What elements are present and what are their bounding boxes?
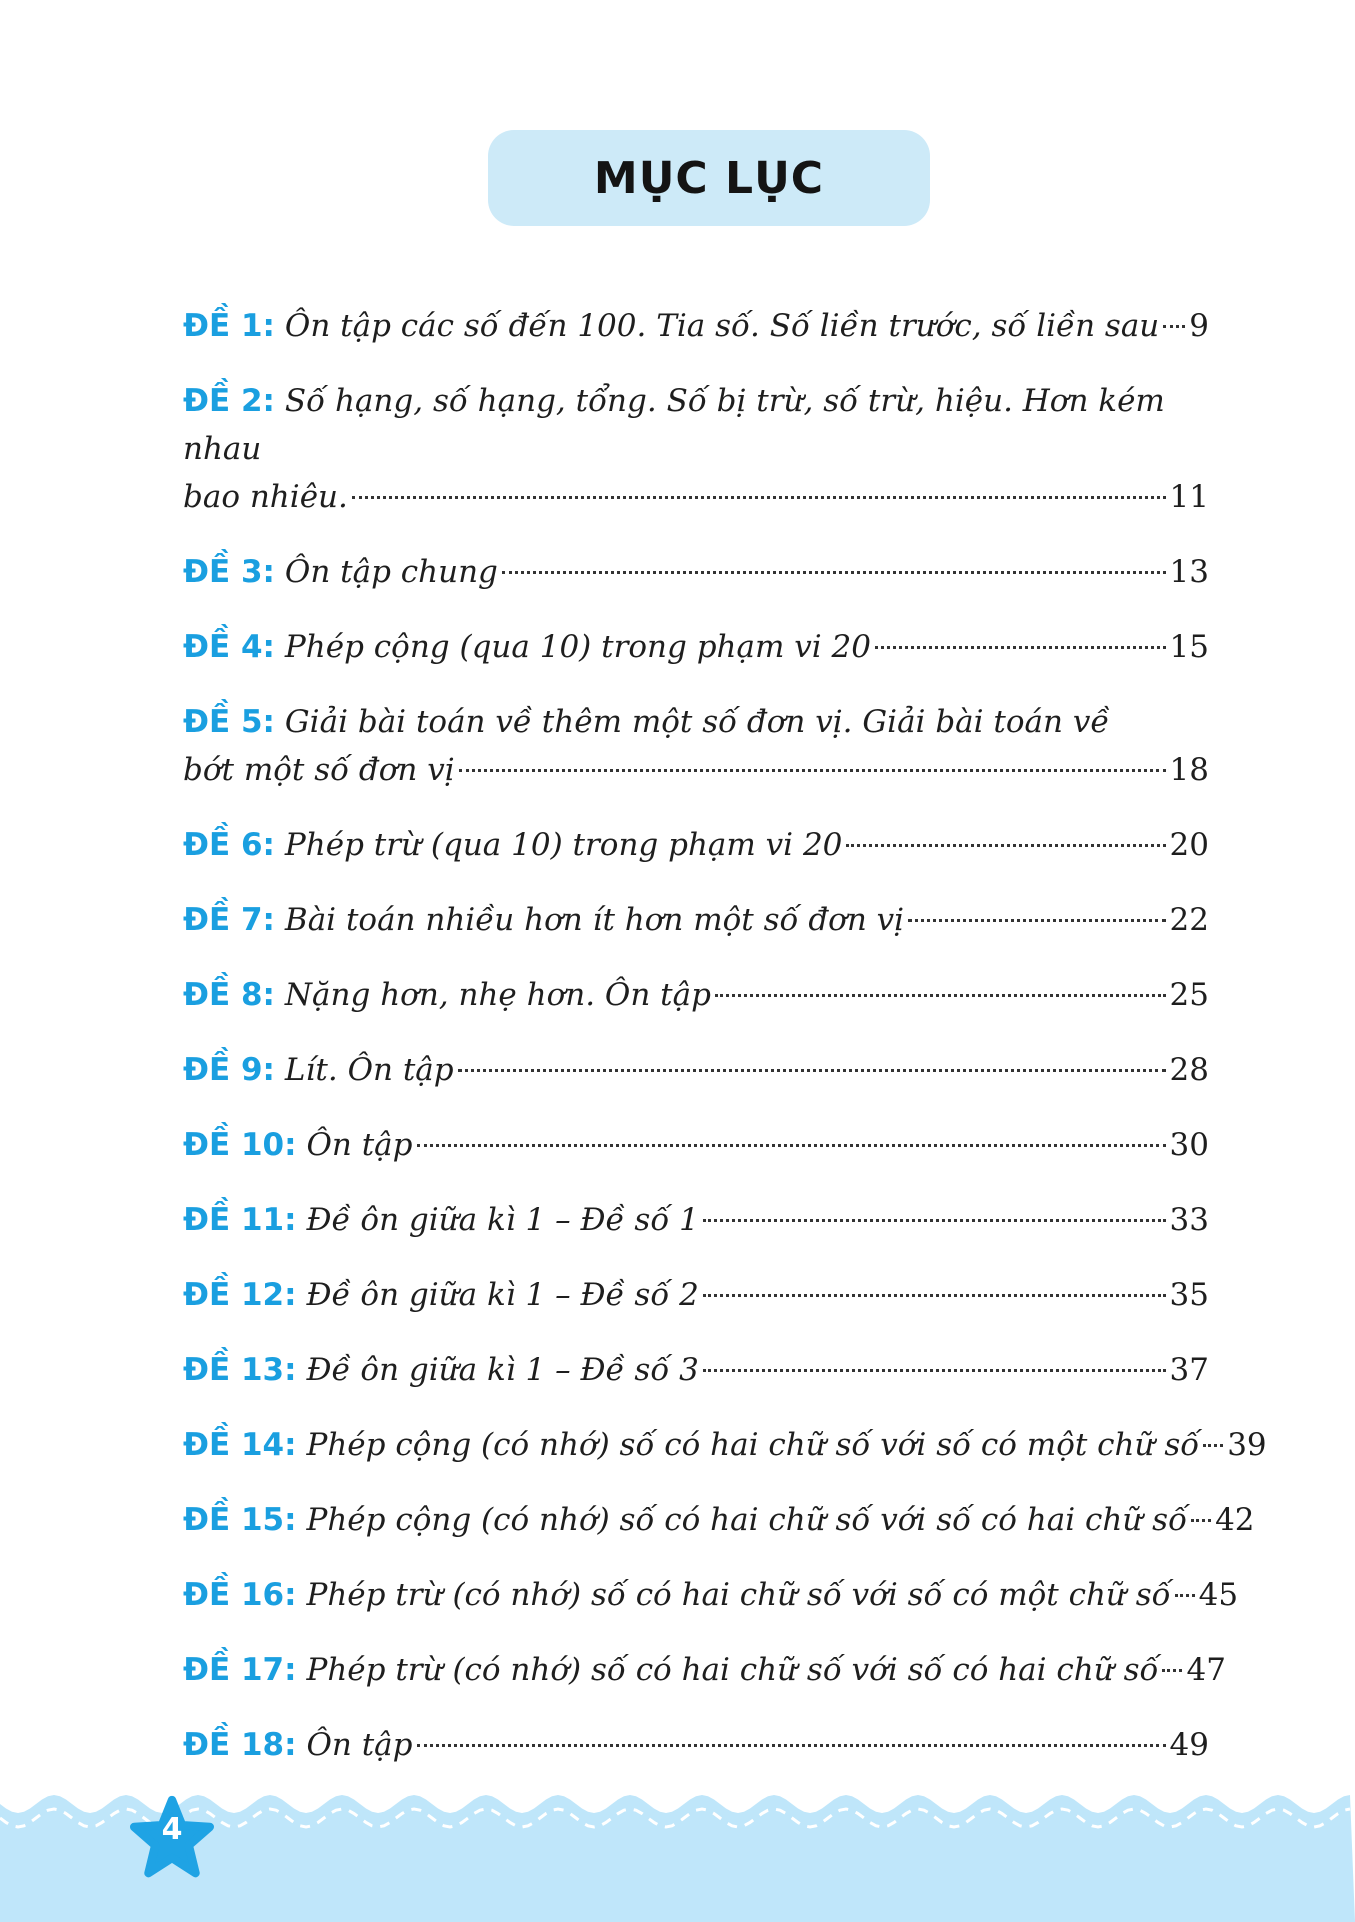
dot-leader	[1163, 325, 1185, 328]
toc-entry-line	[183, 1646, 1226, 1694]
toc-entry-title: Phép trừ (qua 10) trong phạm vi 20	[284, 827, 843, 863]
toc-entry-head	[183, 1121, 413, 1169]
toc-entry-line	[183, 623, 1209, 671]
toc-entry	[183, 1196, 1209, 1244]
toc-entry-line	[183, 473, 1209, 521]
toc-entry-page: 39	[1227, 1427, 1267, 1463]
toc-entry-head	[183, 971, 711, 1019]
toc-entry-page: 20	[1169, 827, 1209, 863]
toc-entry-title: Phép cộng (có nhớ) số có hai chữ số với số có một chữ số	[306, 1427, 1200, 1463]
toc-entry-head	[183, 1646, 1158, 1694]
toc-entry-page: 11	[1169, 479, 1209, 515]
toc-entry	[183, 1496, 1255, 1544]
toc-entry-title: Đề ôn giữa kì 1 – Đề số 3	[306, 1352, 699, 1388]
toc-entry	[183, 377, 1209, 521]
toc-entry-line	[183, 1346, 1209, 1394]
toc-entry-head	[183, 1271, 699, 1319]
toc-entry-line	[183, 1121, 1209, 1169]
table-of-contents	[183, 302, 1267, 1796]
toc-entry-line	[183, 1271, 1209, 1319]
toc-entry	[183, 1346, 1209, 1394]
toc-entry-lead-text: Số hạng, số hạng, tổng. Số bị trừ, số trừ, hiệu. Hơn kém nhau	[183, 383, 1165, 467]
toc-entry-label: ĐỀ 11:	[183, 1202, 297, 1238]
toc-entry-label: ĐỀ 13:	[183, 1352, 297, 1388]
toc-entry-head	[183, 821, 842, 869]
toc-entry-title: Phép trừ (có nhớ) số có hai chữ số với số có hai chữ số	[306, 1652, 1159, 1688]
page-title: MỤC LỤC	[593, 152, 825, 204]
toc-entry-line	[183, 971, 1209, 1019]
toc-entry-title: Bài toán nhiều hơn ít hơn một số đơn vị	[284, 902, 905, 938]
toc-entry-title: Phép trừ (có nhớ) số có hai chữ số với số có một chữ số	[306, 1577, 1171, 1613]
toc-entry-head	[183, 896, 904, 944]
dot-leader	[715, 994, 1166, 997]
toc-entry-line	[183, 1196, 1209, 1244]
dot-leader	[458, 1069, 1166, 1072]
toc-entry-label: ĐỀ 10:	[183, 1127, 297, 1163]
toc-entry-page: 25	[1169, 977, 1209, 1013]
toc-entry-label: ĐỀ 2:	[183, 383, 275, 419]
toc-entry-label: ĐỀ 1:	[183, 308, 275, 344]
toc-entry-page: 47	[1186, 1652, 1226, 1688]
toc-entry	[183, 1271, 1209, 1319]
dot-leader	[703, 1219, 1166, 1222]
toc-entry-page: 13	[1169, 554, 1209, 590]
toc-entry-label: ĐỀ 14:	[183, 1427, 297, 1463]
toc-entry-page: 37	[1169, 1352, 1209, 1388]
dot-leader	[459, 769, 1166, 772]
toc-entry-title: Ôn tập các số đến 100. Tia số. Số liền trước, số liền sau	[284, 308, 1160, 344]
toc-entry-head	[183, 1571, 1171, 1619]
toc-entry-page: 18	[1169, 752, 1209, 788]
toc-entry	[183, 821, 1209, 869]
toc-entry	[183, 1121, 1209, 1169]
toc-entry-title: Đề ôn giữa kì 1 – Đề số 1	[306, 1202, 699, 1238]
toc-entry	[183, 1421, 1267, 1469]
toc-entry-head	[183, 1346, 699, 1394]
toc-entry-title: Phép cộng (có nhớ) số có hai chữ số với số có hai chữ số	[306, 1502, 1188, 1538]
toc-entry-label: ĐỀ 5:	[183, 704, 275, 740]
toc-entry-page: 22	[1169, 902, 1209, 938]
toc-entry-title: Nặng hơn, nhẹ hơn. Ôn tập	[284, 977, 711, 1013]
toc-entry-page: 35	[1169, 1277, 1209, 1313]
dot-leader	[1175, 1594, 1195, 1597]
toc-entry-line	[183, 1421, 1267, 1469]
title-banner	[488, 130, 930, 226]
toc-entry	[183, 971, 1209, 1019]
toc-entry-page: 9	[1189, 308, 1209, 344]
toc-entry-label: ĐỀ 9:	[183, 1052, 275, 1088]
dot-leader	[352, 496, 1166, 499]
toc-entry	[183, 302, 1209, 350]
toc-entry-line	[183, 896, 1209, 944]
toc-entry-title: Ôn tập	[306, 1127, 413, 1163]
dot-leader	[1203, 1444, 1223, 1447]
toc-entry	[183, 548, 1209, 596]
toc-entry-line	[183, 1496, 1255, 1544]
toc-entry	[183, 896, 1209, 944]
toc-entry-head	[183, 302, 1159, 350]
toc-entry-page: 49	[1169, 1727, 1209, 1763]
toc-entry-head	[183, 1196, 699, 1244]
toc-entry-line	[183, 1571, 1239, 1619]
toc-entry-label: ĐỀ 15:	[183, 1502, 297, 1538]
toc-entry	[183, 698, 1209, 794]
toc-entry-lead-text: Giải bài toán về thêm một số đơn vị. Giải bài toán về	[284, 704, 1110, 740]
toc-entry-label: ĐỀ 7:	[183, 902, 275, 938]
toc-entry-title: Phép cộng (qua 10) trong phạm vi 20	[284, 629, 871, 665]
toc-entry-head	[183, 1421, 1199, 1469]
toc-entry	[183, 1046, 1209, 1094]
dot-leader	[908, 919, 1165, 922]
toc-entry-label: ĐỀ 8:	[183, 977, 275, 1013]
toc-entry-line	[183, 821, 1209, 869]
toc-entry-title: Lít. Ôn tập	[284, 1052, 454, 1088]
page-number: 4	[161, 1812, 183, 1847]
toc-entry	[183, 1646, 1226, 1694]
toc-entry-title: Đề ôn giữa kì 1 – Đề số 2	[306, 1277, 699, 1313]
toc-entry-label: ĐỀ 16:	[183, 1577, 297, 1613]
toc-entry-title: Ôn tập chung	[284, 554, 498, 590]
toc-entry-head	[183, 623, 871, 671]
toc-entry-lead-line	[183, 377, 1209, 473]
toc-entry-line	[183, 548, 1209, 596]
toc-entry-page: 30	[1169, 1127, 1209, 1163]
toc-entry-head	[183, 1046, 454, 1094]
toc-entry-page: 33	[1169, 1202, 1209, 1238]
toc-entry-label: ĐỀ 6:	[183, 827, 275, 863]
toc-entry-label: ĐỀ 12:	[183, 1277, 297, 1313]
dot-leader	[875, 646, 1166, 649]
toc-entry	[183, 1571, 1239, 1619]
toc-entry-page: 45	[1198, 1577, 1239, 1613]
toc-entry-line	[183, 1046, 1209, 1094]
toc-entry-head	[183, 548, 498, 596]
toc-entry-title: bao nhiêu.	[183, 479, 348, 515]
toc-entry-label: ĐỀ 18:	[183, 1727, 297, 1763]
dot-leader	[1162, 1669, 1182, 1672]
toc-entry-lead-line	[183, 698, 1209, 746]
toc-entry-title: Ôn tập	[306, 1727, 413, 1763]
toc-entry-label: ĐỀ 4:	[183, 629, 275, 665]
toc-entry-line	[183, 302, 1209, 350]
dot-leader	[417, 1744, 1166, 1747]
dot-leader	[703, 1294, 1166, 1297]
toc-entry-page: 15	[1169, 629, 1209, 665]
toc-entry-head	[183, 1496, 1187, 1544]
toc-entry-label: ĐỀ 3:	[183, 554, 275, 590]
toc-entry-page: 28	[1169, 1052, 1209, 1088]
toc-entry-label: ĐỀ 17:	[183, 1652, 297, 1688]
toc-entry-page: 42	[1215, 1502, 1255, 1538]
dot-leader	[846, 844, 1165, 847]
dot-leader	[703, 1369, 1166, 1372]
toc-entry-title: bớt một số đơn vị	[183, 752, 455, 788]
dot-leader	[502, 571, 1166, 574]
dot-leader	[1191, 1519, 1211, 1522]
toc-entry	[183, 623, 1209, 671]
toc-entry-line	[183, 746, 1209, 794]
dot-leader	[417, 1144, 1166, 1147]
